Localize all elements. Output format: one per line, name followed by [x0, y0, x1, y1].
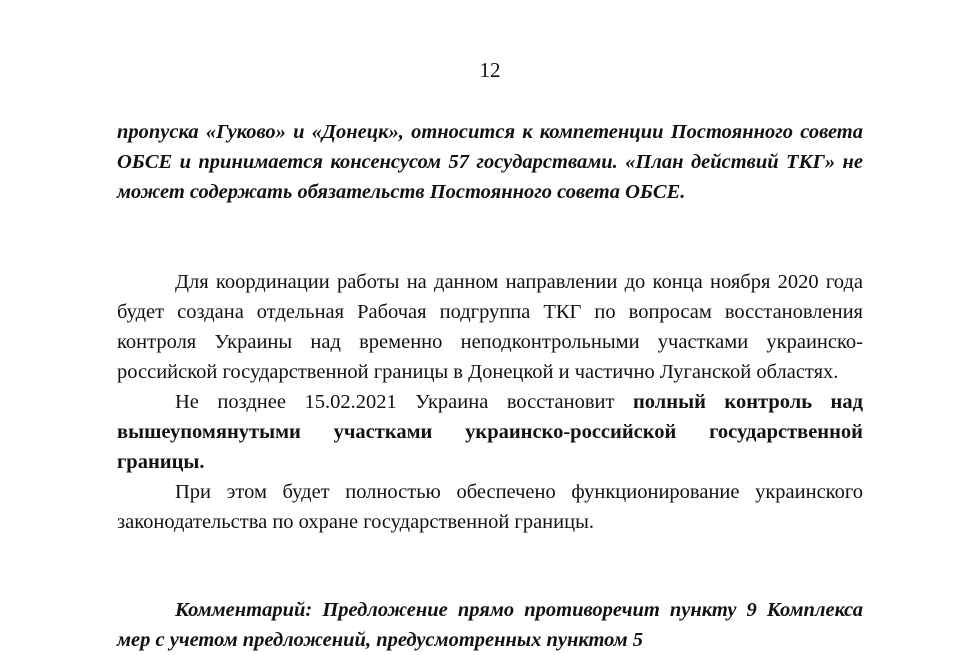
border-control-lead: Не позднее 15.02.2021 Украина восстановит — [175, 391, 633, 413]
intro-block — [117, 117, 863, 207]
intro-paragraph: пропуска «Гуково» и «Донецк», относится к компетенции Постоянного совета ОБСЕ и принимается консенсусом 57 государствами. «План действий ТКГ» не может содержать обязательств Постоянного совета ОБСЕ. — [117, 121, 863, 203]
paragraph-legislation: При этом будет полностью обеспечено функционирование украинского законодательства по охране государственной границы. — [117, 481, 863, 533]
border-control-emphasis: полный контроль над вышеупомянутыми участками украинско-российской государственной границы. — [117, 391, 863, 473]
paragraph-working-subgroup: Для координации работы на данном направлении до конца ноября 2020 года будет создана отдельная Рабочая подгруппа ТКГ по вопросам восстановления контроля Украины над временно неподконтрольными участками украинско-российской государственной границы в Донецкой и частично Луганской областях. — [117, 271, 863, 383]
comment-paragraph: Комментарий: Предложение прямо противоречит пункту 9 Комплекса мер с учетом предложений, предусмотренных пунктом 5 — [117, 599, 863, 651]
page-number: 12 — [479, 58, 501, 82]
paragraph-border-control — [117, 387, 863, 477]
comment-block — [117, 595, 863, 655]
main-body — [117, 267, 863, 537]
